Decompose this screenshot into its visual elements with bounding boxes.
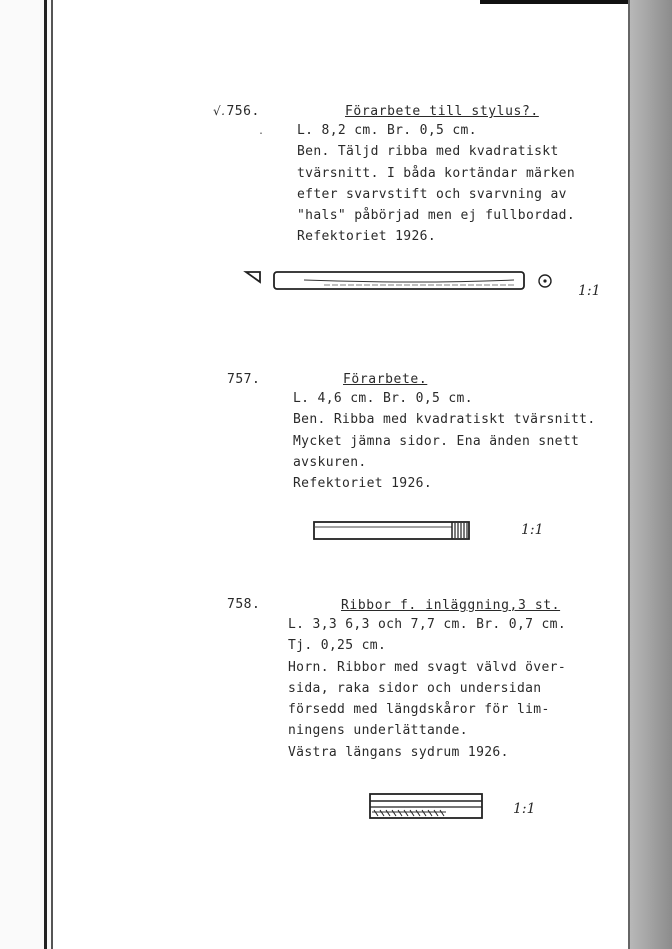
entry-description	[297, 120, 575, 248]
description-line: L. 8,2 cm. Br. 0,5 cm.	[297, 123, 477, 138]
entry-title: Förarbete till stylus?.	[345, 104, 539, 119]
blank-rib-drawing	[312, 518, 472, 544]
scale-label: 1:1	[521, 522, 544, 538]
description-line: Västra längans sydrum 1926.	[288, 744, 509, 760]
entry-description	[293, 388, 596, 494]
description-line: Refektoriet 1926.	[293, 476, 433, 492]
check-mark: √.	[213, 104, 226, 118]
description-line: sida, raka sidor och undersidan	[288, 680, 542, 696]
stylus-blank-drawing	[244, 262, 584, 298]
description-line: Ben. Täljd ribba med kvadratiskt	[297, 144, 559, 160]
description-line: Horn. Ribbor med svagt välvd över-	[288, 659, 567, 675]
description-line: Refektoriet 1926.	[297, 229, 437, 245]
description-line: L. 3,3 6,3 och 7,7 cm. Br. 0,7 cm.	[288, 617, 567, 632]
description-line: efter svarvstift och svarvning av	[297, 186, 567, 202]
scan-shadow-top	[480, 0, 630, 4]
description-line: tvärsnitt. I båda kortändar märken	[297, 165, 576, 181]
entry-number-text: 756.	[226, 104, 260, 119]
description-line: avskuren.	[293, 454, 367, 470]
description-line: Tj. 0,25 cm.	[288, 638, 387, 654]
binding-edge	[44, 0, 47, 949]
description-line: Ben. Ribba med kvadratiskt tvärsnitt.	[293, 412, 596, 428]
scan-shadow-right	[630, 0, 672, 949]
description-line: Mycket jämna sidor. Ena änden snett	[293, 433, 580, 449]
scale-label: 1:1	[513, 801, 536, 817]
entry-number: 757.	[227, 372, 261, 387]
scale-label: 1:1	[578, 283, 601, 299]
description-line: L. 4,6 cm. Br. 0,5 cm.	[293, 391, 473, 406]
inlay-ribs-drawing	[368, 790, 488, 822]
entry-description	[288, 614, 566, 763]
entry-number	[213, 104, 260, 119]
binding-edge-inner	[51, 0, 53, 949]
entry-number: 758.	[227, 597, 261, 612]
description-line: försedd med längdskåror för lim-	[288, 702, 550, 718]
entry-title: Ribbor f. inläggning,3 st.	[341, 598, 561, 613]
description-line: "hals" påbörjad men ej fullbordad.	[297, 208, 576, 224]
description-line: ningens underlättande.	[288, 723, 468, 739]
entry-title: Förarbete.	[343, 372, 428, 387]
margin-dot: .	[258, 126, 265, 137]
